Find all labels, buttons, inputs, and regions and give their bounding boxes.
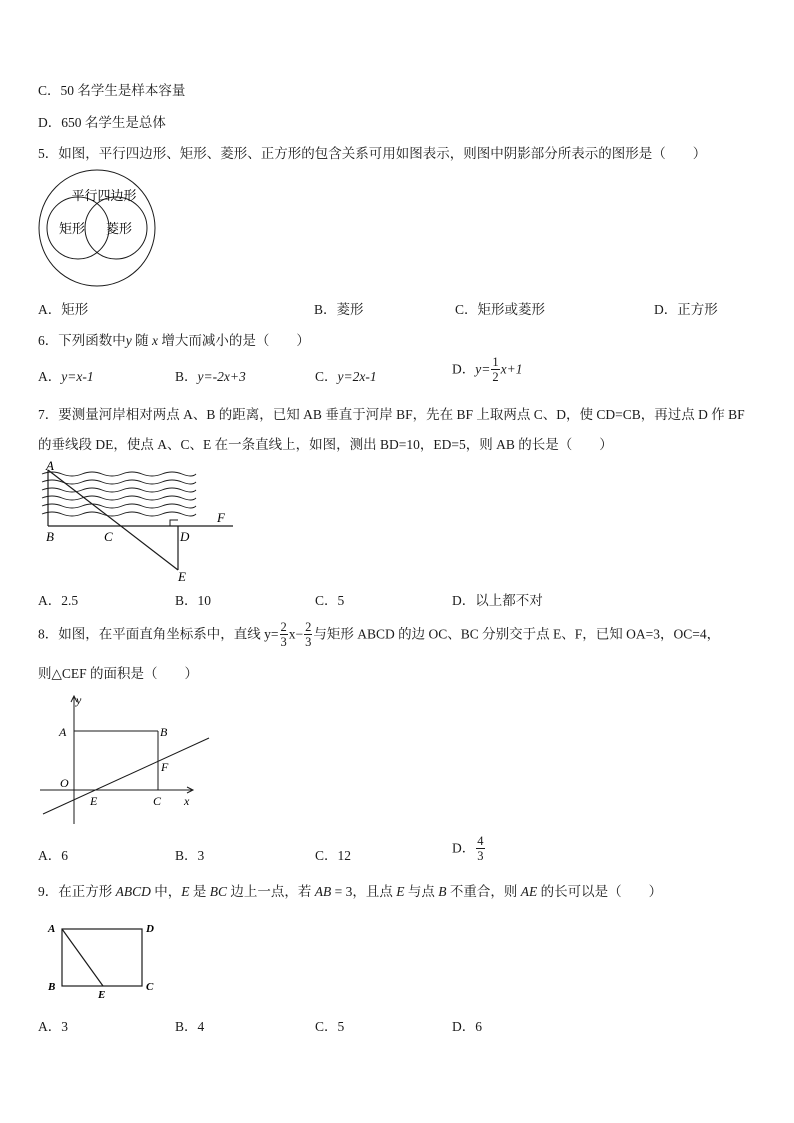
q6-option-a: A．y=x-1 (38, 369, 94, 384)
svg-text:A: A (46, 458, 54, 473)
q4-option-d: D．650 名学生是总体 (38, 115, 166, 130)
q5-option-d: D．正方形 (654, 302, 718, 317)
svg-text:C: C (146, 981, 154, 993)
q8-option-c: C．12 (315, 848, 352, 863)
q7-river-figure (40, 460, 240, 585)
q9-square-figure (46, 920, 176, 1000)
svg-text:F: F (217, 510, 225, 525)
q6-option-b: B．y=-2x+3 (175, 369, 246, 384)
svg-text:F: F (161, 760, 169, 774)
right-angle-mark (170, 520, 178, 526)
q9-option-d: D．6 (452, 1019, 482, 1034)
q7-stem-line2: 的垂线段 DE，使点 A、C、E 在一条直线上，如图，测出 BD=10，ED=5，则 AB 的长是（ ） (38, 437, 613, 452)
svg-text:D: D (146, 923, 154, 935)
svg-text:x: x (184, 794, 190, 808)
q9-option-a: A．3 (38, 1019, 68, 1034)
q8-stem-line1: 8．如图，在平面直角坐标系中，直线 y= $\frac{2}{3}$ x− $\frac{2}{3}$ 与矩形 ABCD 的边 OC、BC 分别交于点 E、F，已知 OA=3，OC=4， (38, 620, 721, 649)
q7-option-d: D．以上都不对 (452, 593, 543, 608)
q5-option-b: B．菱形 (314, 302, 364, 317)
q4-option-c: C．50 名学生是样本容量 (38, 83, 186, 98)
q8-coordinate-figure (38, 692, 213, 827)
q9-option-c: C．5 (315, 1019, 345, 1034)
q5-stem: 5．如图，平行四边形、矩形、菱形、正方形的包含关系可用如图表示，则图中阴影部分所表示的图形是（ ） (38, 146, 707, 161)
q7-option-b: B．10 (175, 593, 212, 608)
q5-option-a: A．矩形 (38, 302, 89, 317)
q5-option-c: C．矩形或菱形 (455, 302, 546, 317)
q6-option-c: C．y=2x-1 (315, 369, 377, 384)
svg-text:E: E (98, 989, 106, 1001)
venn-right-label: 菱形 (105, 221, 133, 236)
svg-text:C: C (153, 794, 162, 808)
svg-text:A: A (59, 725, 67, 739)
line-ae (62, 929, 103, 986)
q6-stem: 6．下列函数中y 随 x 增大而减小的是（ ） (38, 333, 310, 348)
q7-option-a: A．2.5 (38, 593, 79, 608)
svg-text:B: B (48, 981, 56, 993)
q5-venn-diagram (37, 170, 167, 290)
q6-option-d: D．y= $\frac{1}{2}$ x+1 (452, 355, 523, 384)
q7-option-c: C．5 (315, 593, 345, 608)
q7-stem-line1: 7．要测量河岸相对两点 A、B 的距离，已知 AB 垂直于河岸 BF，先在 BF 上取两点 C、D，使 CD=CB，再过点 D 作 BF (38, 407, 745, 422)
q8-option-a: A．6 (38, 848, 68, 863)
q9-option-b: B．4 (175, 1019, 205, 1034)
line-ae (48, 470, 178, 570)
svg-text:B: B (160, 725, 168, 739)
svg-text:D: D (180, 529, 190, 544)
q8-option-b: B．3 (175, 848, 205, 863)
venn-outer-label: 平行四边形 (71, 188, 137, 203)
svg-text:C: C (104, 529, 113, 544)
svg-text:A: A (48, 923, 56, 935)
svg-text:O: O (60, 776, 69, 790)
svg-text:E: E (90, 794, 98, 808)
q9-stem: 9．在正方形 ABCD 中，E 是 BC 边上一点，若 AB = 3，且点 E 与点 B 不重合，则 AE 的长可以是（ ） (38, 884, 663, 899)
svg-text:y: y (76, 693, 82, 707)
svg-text:B: B (46, 529, 54, 544)
square-abcd (62, 929, 142, 986)
venn-left-label: 矩形 (58, 221, 86, 236)
q8-stem-line2: 则△CEF 的面积是（ ） (38, 666, 199, 681)
svg-text:E: E (178, 569, 186, 584)
q8-option-d: D． $\frac{4}{3}$ (452, 834, 484, 863)
